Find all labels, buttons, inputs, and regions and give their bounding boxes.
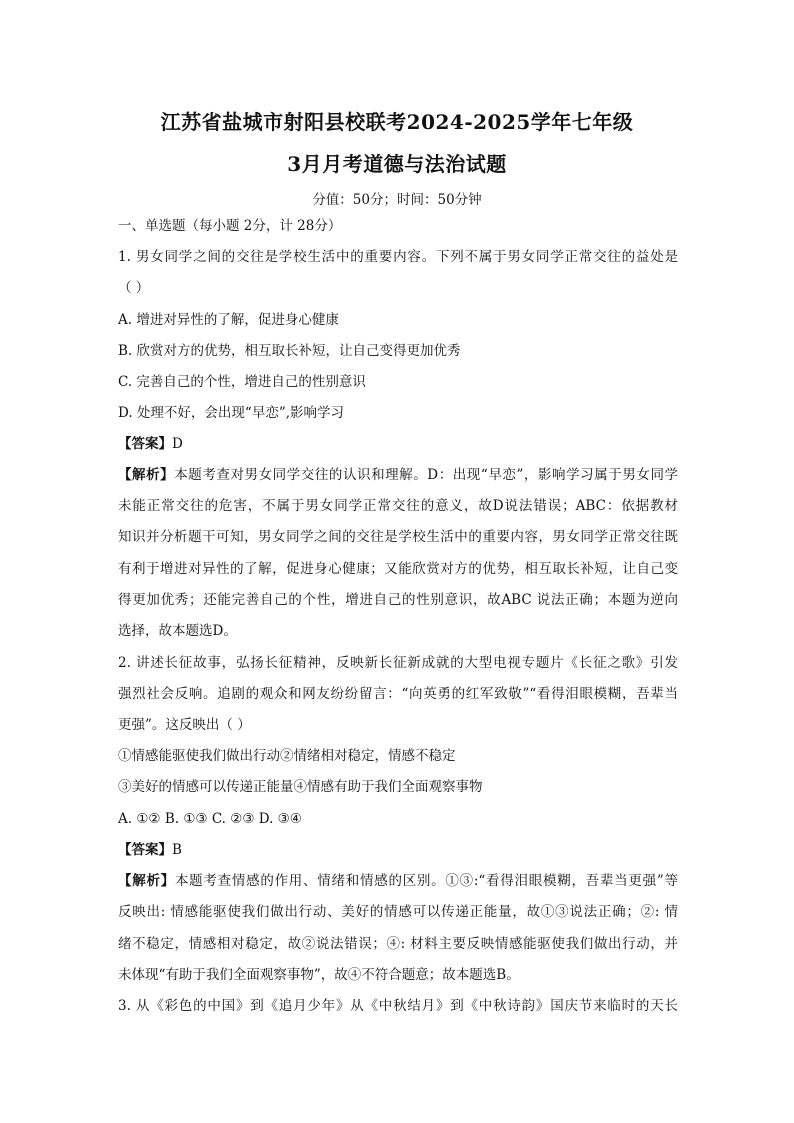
q2-stem-cont: 更强”。这反映出（ ） xyxy=(118,717,251,733)
section-heading: 一、单选题（每小题 2分，计 28分） xyxy=(118,218,342,234)
analysis-text: 本题考查情感的作用、情绪和情感的区别。①③:“看得泪眼模糊，吾辈当更强”等 xyxy=(174,873,678,889)
q1-option-c: C. 完善自己的个性，增进自己的性别意识 xyxy=(118,374,366,390)
answer-tag: 【答案】 xyxy=(118,436,172,452)
q1-stem-cont: （ ） xyxy=(118,280,150,296)
exam-meta: 分值：50分；时间：50分钟 xyxy=(312,192,482,208)
q2-item: ③美好的情感可以传递正能量④情感有助于我们全面观察事物 xyxy=(118,779,483,795)
q3-stem: 3. 从《彩色的中国》到《追月少年》从《中秋结月》到《中秋诗韵》国庆节来临时的天长 xyxy=(118,998,678,1014)
analysis-text: 本题考查对男女同学交往的认识和理解。D：出现“早恋”，影响学习属于男女同学 xyxy=(174,467,678,483)
q1-analysis-line: 未能正常交往的危害，不属于男女同学正常交往的意义，故D说法错误；ABC：依据教材 xyxy=(118,498,678,514)
q1-analysis-line: 选择，故本题选D。 xyxy=(118,623,237,639)
q1-analysis-line: 得更加优秀；还能完善自己的个性，增进自己的性别意识，故ABC 说法正确；本题为逆向 xyxy=(118,592,678,608)
q1-option-a: A. 增进对异性的了解，促进身心健康 xyxy=(118,312,339,328)
q1-answer xyxy=(118,434,183,454)
analysis-tag: 【解析】 xyxy=(118,467,175,483)
q2-stem: 2. 讲述长征故事，弘扬长征精神，反映新长征新成就的大型电视专题片《长征之歌》引发 xyxy=(118,655,678,671)
q2-answer xyxy=(118,840,182,860)
q2-analysis-line: 未体现“有助于我们全面观察事物”，故④不符合题意；故本题选B。 xyxy=(118,967,520,983)
answer-value: D xyxy=(172,436,183,452)
q2-analysis-line xyxy=(118,871,678,891)
q1-option-d: D. 处理不好，会出现“早恋”,影响学习 xyxy=(118,405,345,421)
q1-analysis-line: 有利于增进对异性的了解，促进身心健康；又能欣赏对方的优势，相互取长补短，让自己变 xyxy=(118,561,678,577)
answer-tag: 【答案】 xyxy=(118,842,172,858)
q1-analysis-line xyxy=(118,465,678,485)
page-title-line2: 3月月考道德与法治试题 xyxy=(287,152,507,176)
q1-analysis-line: 知识并分析题干可知，男女同学之间的交往是学校生活中的重要内容，男女同学正常交往既 xyxy=(118,529,678,545)
q1-stem: 1. 男女同学之间的交往是学校生活中的重要内容。下列不属于男女同学正常交往的益处是 xyxy=(118,249,678,265)
q2-options: A. ①② B. ①③ C. ②③ D. ③④ xyxy=(118,811,302,827)
q2-analysis-line: 绪不稳定，情感相对稳定，故②说法错误；④: 材料主要反映情感能驱使我们做出行动，并 xyxy=(118,936,678,952)
q2-analysis-line: 反映出: 情感能驱使我们做出行动、美好的情感可以传递正能量，故①③说法正确；②: 情 xyxy=(118,904,678,920)
answer-value: B xyxy=(172,842,182,858)
analysis-tag: 【解析】 xyxy=(118,873,175,889)
q1-option-b: B. 欣赏对方的优势，相互取长补短，让自己变得更加优秀 xyxy=(118,343,461,359)
page-title: 江苏省盐城市射阳县校联考2024-2025学年七年级 xyxy=(160,110,634,134)
q2-stem-cont: 强烈社会反响。追剧的观众和网友纷纷留言：“向英勇的红军致敬”“看得泪眼模糊，吾辈当 xyxy=(118,686,678,702)
q2-item: ①情感能驱使我们做出行动②情绪相对稳定，情感不稳定 xyxy=(118,748,456,764)
